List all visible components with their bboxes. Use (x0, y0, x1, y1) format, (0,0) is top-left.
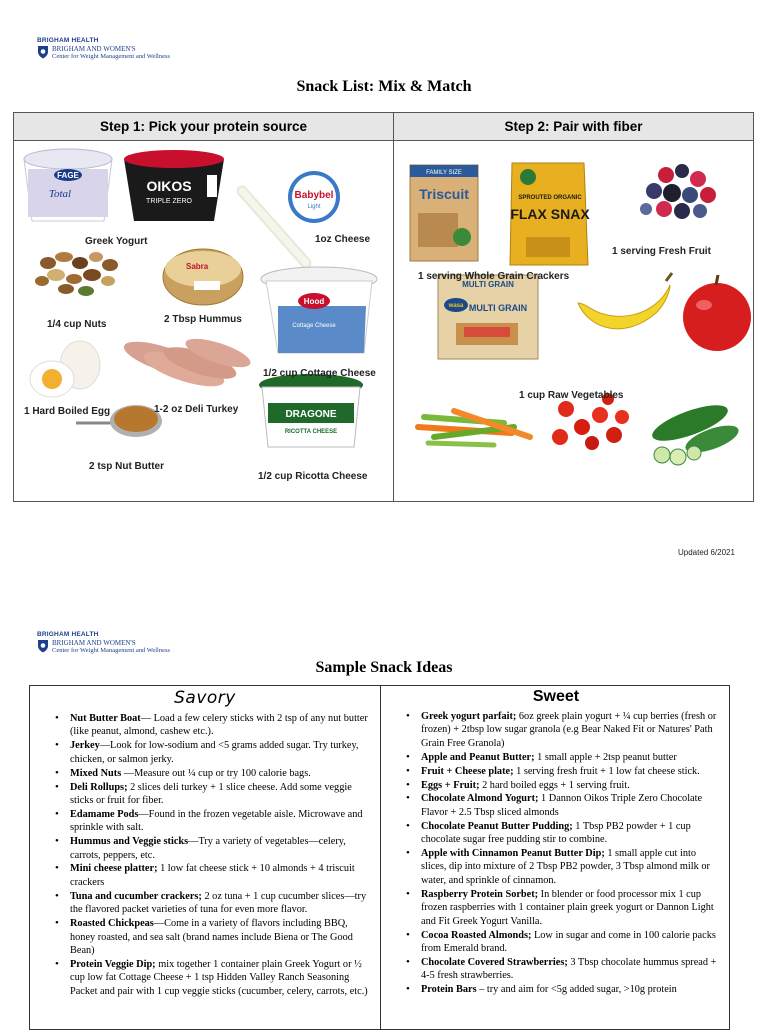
list-item (421, 751, 723, 764)
snack-name: Nut Butter Boat (70, 713, 141, 724)
list-item (421, 820, 723, 847)
snack-name: Chocolate Peanut Butter Pudding; (421, 820, 573, 832)
hummus-image (163, 249, 243, 305)
snack-name: Apple with Cinnamon Peanut Butter Dip; (421, 848, 605, 860)
snack-description: —Come in a variety of flavors including BBQ, honey roasted, and sea salt (brand names include Biena or The Good Bean) (70, 918, 353, 956)
logo-brand: BRIGHAM HEALTH (37, 37, 99, 44)
list-item (70, 835, 368, 862)
snack-name: Eggs + Fruit; (421, 779, 480, 791)
oikos-image (124, 150, 224, 221)
snack-description: 2 oz tuna + 1 cup cucumber slices—try the flavored packet varieties of tuna for even more flavor. (70, 890, 367, 916)
label-vegetables: 1 cup Raw Vegetables (519, 390, 624, 401)
page-title: Snack List: Mix & Match (296, 78, 472, 95)
list-item (70, 739, 368, 766)
savory-column (30, 686, 380, 999)
list-item (70, 890, 368, 917)
label-nut-butter: 2 tsp Nut Butter (89, 461, 164, 472)
snack-description: 1 serving fresh fruit + 1 low fat cheese stick. (513, 765, 700, 777)
snack-description: 1 low fat cheese stick + 10 almonds + 4 triscuit crackers (70, 863, 355, 888)
babybel-sub: Light (307, 204, 321, 210)
veggie-sticks-image (418, 411, 530, 445)
snack-name: Hummus and Veggie sticks (70, 836, 189, 848)
snack-name: Greek yogurt parfait; (421, 711, 517, 722)
snack-name: Cocoa Roasted Almonds; (421, 929, 532, 941)
cottage-cheese-image (261, 267, 377, 353)
label-cheese: 1oz Cheese (315, 234, 371, 245)
snack-description: 3 Tbsp chocolate hummus spread + 4-5 fresh strawberries. (421, 956, 717, 982)
snack-description: mix together 1 container plain Greek Yogurt or ½ cup low fat Cottage Cheese + 1 tsp Hidden Valley Ranch Seasoning Packet and pair with 1 cup veggie sticks (cucumber, celery, carrots, etc.) (70, 958, 368, 997)
sweet-heading: Sweet (532, 688, 580, 705)
list-item (421, 847, 723, 887)
logo-page1 (37, 37, 170, 61)
list-item (421, 929, 723, 956)
list-item (421, 956, 723, 983)
savory-heading: Savory (174, 688, 236, 708)
label-ricotta: 1/2 cup Ricotta Cheese (258, 471, 368, 482)
fage-label: FAGE (57, 171, 79, 180)
logo-page2 (37, 631, 170, 655)
sweet-column (381, 686, 731, 997)
flax-label: FLAX SNAX (510, 206, 590, 222)
wasa-brand: wasa (448, 303, 464, 309)
snack-name: Tuna and cucumber crackers; (70, 890, 202, 902)
list-item (421, 710, 723, 750)
tomatoes-image (552, 393, 629, 450)
berries-image (640, 164, 716, 219)
dragone-label: DRAGONE (285, 409, 337, 420)
snack-name: Chocolate Almond Yogurt; (421, 793, 539, 805)
snack-description: – try and aim for <5g added sugar, >10g protein (476, 984, 677, 996)
list-item (70, 781, 368, 808)
section-title: Sample Snack Ideas (315, 659, 453, 676)
list-item (421, 765, 723, 778)
deli-turkey-image (120, 333, 253, 393)
flax-snax-image (510, 163, 590, 265)
snack-name: Raspberry Protein Sorbet; (421, 888, 539, 900)
snack-name: Edamame Pods (70, 808, 139, 820)
label-fruit: 1 serving Fresh Fruit (612, 246, 711, 257)
snack-name: Roasted Chickpeas (70, 918, 154, 930)
snack-description: —Look for low-sodium and <5 grams added sugar. Try turkey, chicken, or salmon jerky. (70, 740, 359, 765)
step-table (13, 112, 754, 502)
snack-description: 6oz greek plain yogurt + ¼ cup berries (fresh or frozen) + 2tbsp low sugar granola (e.g Bear Naked Fit or Natures' Path Grain Free Granola) (421, 711, 717, 749)
label-hummus: 2 Tbsp Hummus (164, 314, 242, 325)
snack-name: Protein Bars (421, 984, 477, 996)
snack-description: —Measure out ¼ cup or try 100 calorie bags. (121, 767, 311, 779)
list-item (70, 808, 368, 835)
shield-icon (37, 45, 49, 59)
snack-description: 2 hard boiled eggs + 1 serving fruit. (479, 779, 630, 791)
list-item (421, 779, 723, 792)
logo-line1: BRIGHAM AND WOMEN'S (52, 639, 136, 647)
snack-description: 1 small apple + 2tsp peanut butter (534, 751, 677, 763)
hood-label: Hood (303, 297, 325, 306)
nuts-image (35, 252, 118, 296)
snack-name: Apple and Peanut Butter; (421, 751, 535, 763)
list-item (421, 888, 723, 928)
snack-description: — Load a few celery sticks with 2 tsp of any nut butter (like peanut, almond, cashew etc.). (70, 713, 368, 738)
flax-top: SPROUTED ORGANIC (518, 195, 582, 201)
snack-description: 2 slices deli turkey + 1 slice cheese. Add some veggie sticks or fruit for fiber. (70, 781, 352, 806)
dragone-sub: RICOTTA CHEESE (284, 429, 338, 435)
label-deli-turkey: 1-2 oz Deli Turkey (154, 404, 239, 415)
shield-icon (37, 639, 49, 653)
logo-line2: Center for Weight Management and Wellness (52, 53, 171, 60)
list-item (70, 712, 368, 739)
snack-description: Low in sugar and come in 100 calorie packs from Emerald brand. (421, 929, 716, 954)
snack-name: Mini cheese platter; (70, 863, 158, 875)
fage-sub: Total (48, 188, 72, 200)
wasa-image (438, 275, 538, 359)
snack-name: Protein Veggie Dip; (70, 958, 156, 970)
egg-image (30, 341, 100, 397)
oikos-sub: TRIPLE ZERO (146, 198, 192, 205)
fiber-images (394, 141, 753, 501)
snack-description: 1 Dannon Oikos Triple Zero Chocolate Flavor + 2.5 Tbsp sliced almonds (421, 793, 703, 818)
snack-description: In blender or food processor mix 1 cup frozen raspberries with 1 container plain greek yogurt or Dannon Light and Fit Greek Yogurt Vanilla. (421, 888, 714, 927)
snack-name: Chocolate Covered Strawberries; (421, 956, 568, 968)
snack-name: Fruit + Cheese plate; (421, 765, 514, 777)
snack-description: —Found in the frozen vegetable aisle. Microwave and sprinkle with salt. (70, 808, 363, 834)
logo-line2: Center for Weight Management and Wellness (52, 647, 171, 654)
wasa-top: MULTI GRAIN (462, 280, 514, 289)
cucumber-image (648, 398, 741, 465)
label-crackers: 1 serving Whole Grain Crackers (418, 271, 570, 282)
babybel-label: Babybel (294, 190, 334, 201)
snack-name: Mixed Nuts (70, 767, 122, 779)
list-item (421, 792, 723, 819)
oikos-label: OIKOS (146, 178, 192, 194)
snack-name: Jerkey (70, 740, 100, 752)
sweet-list (381, 710, 731, 997)
list-item (421, 983, 723, 996)
label-nuts: 1/4 cup Nuts (47, 319, 107, 330)
list-item (70, 958, 368, 998)
label-cottage-cheese: 1/2 cup Cottage Cheese (263, 368, 376, 379)
label-egg: 1 Hard Boiled Egg (24, 406, 111, 417)
triscuit-label: Triscuit (419, 186, 469, 202)
babybel-image (288, 171, 340, 223)
snack-ideas-table (29, 685, 730, 1030)
logo-brand: BRIGHAM HEALTH (37, 631, 99, 638)
list-item (70, 862, 368, 889)
snack-description: 1 small apple cut into slices, dip into mixture of 2 Tbsp PB2 powder, 3 Tbsp almond milk or water, and sprinkle of cinnamon. (421, 848, 710, 886)
banana-image (578, 273, 672, 329)
snack-description: 1 Tbsp PB2 powder + 1 cup chocolate sugar free pudding stir to combine. (421, 820, 691, 846)
triscuit-image (410, 165, 478, 261)
step2-header: Step 2: Pair with fiber (394, 113, 753, 141)
logo-line1: BRIGHAM AND WOMEN'S (52, 45, 136, 53)
wasa-name: MULTI GRAIN (468, 303, 528, 313)
snack-name: Deli Rollups; (70, 781, 128, 793)
ricotta-image (259, 374, 363, 447)
apple-image (683, 275, 751, 351)
step1-header: Step 1: Pick your protein source (14, 113, 393, 141)
list-item (70, 917, 368, 957)
list-item (70, 767, 368, 780)
updated-date: Updated 6/2021 (678, 548, 735, 557)
sabra-label: Sabra (186, 262, 209, 271)
greek-yogurt-image (24, 149, 112, 221)
savory-list (30, 712, 380, 998)
label-greek-yogurt: Greek Yogurt (85, 236, 148, 247)
hood-sub: Cottage Cheese (292, 323, 336, 329)
snack-description: —Try a variety of vegetables—celery, carrots, peppers, etc. (70, 836, 346, 861)
triscuit-top: FAMILY SIZE (426, 170, 462, 176)
